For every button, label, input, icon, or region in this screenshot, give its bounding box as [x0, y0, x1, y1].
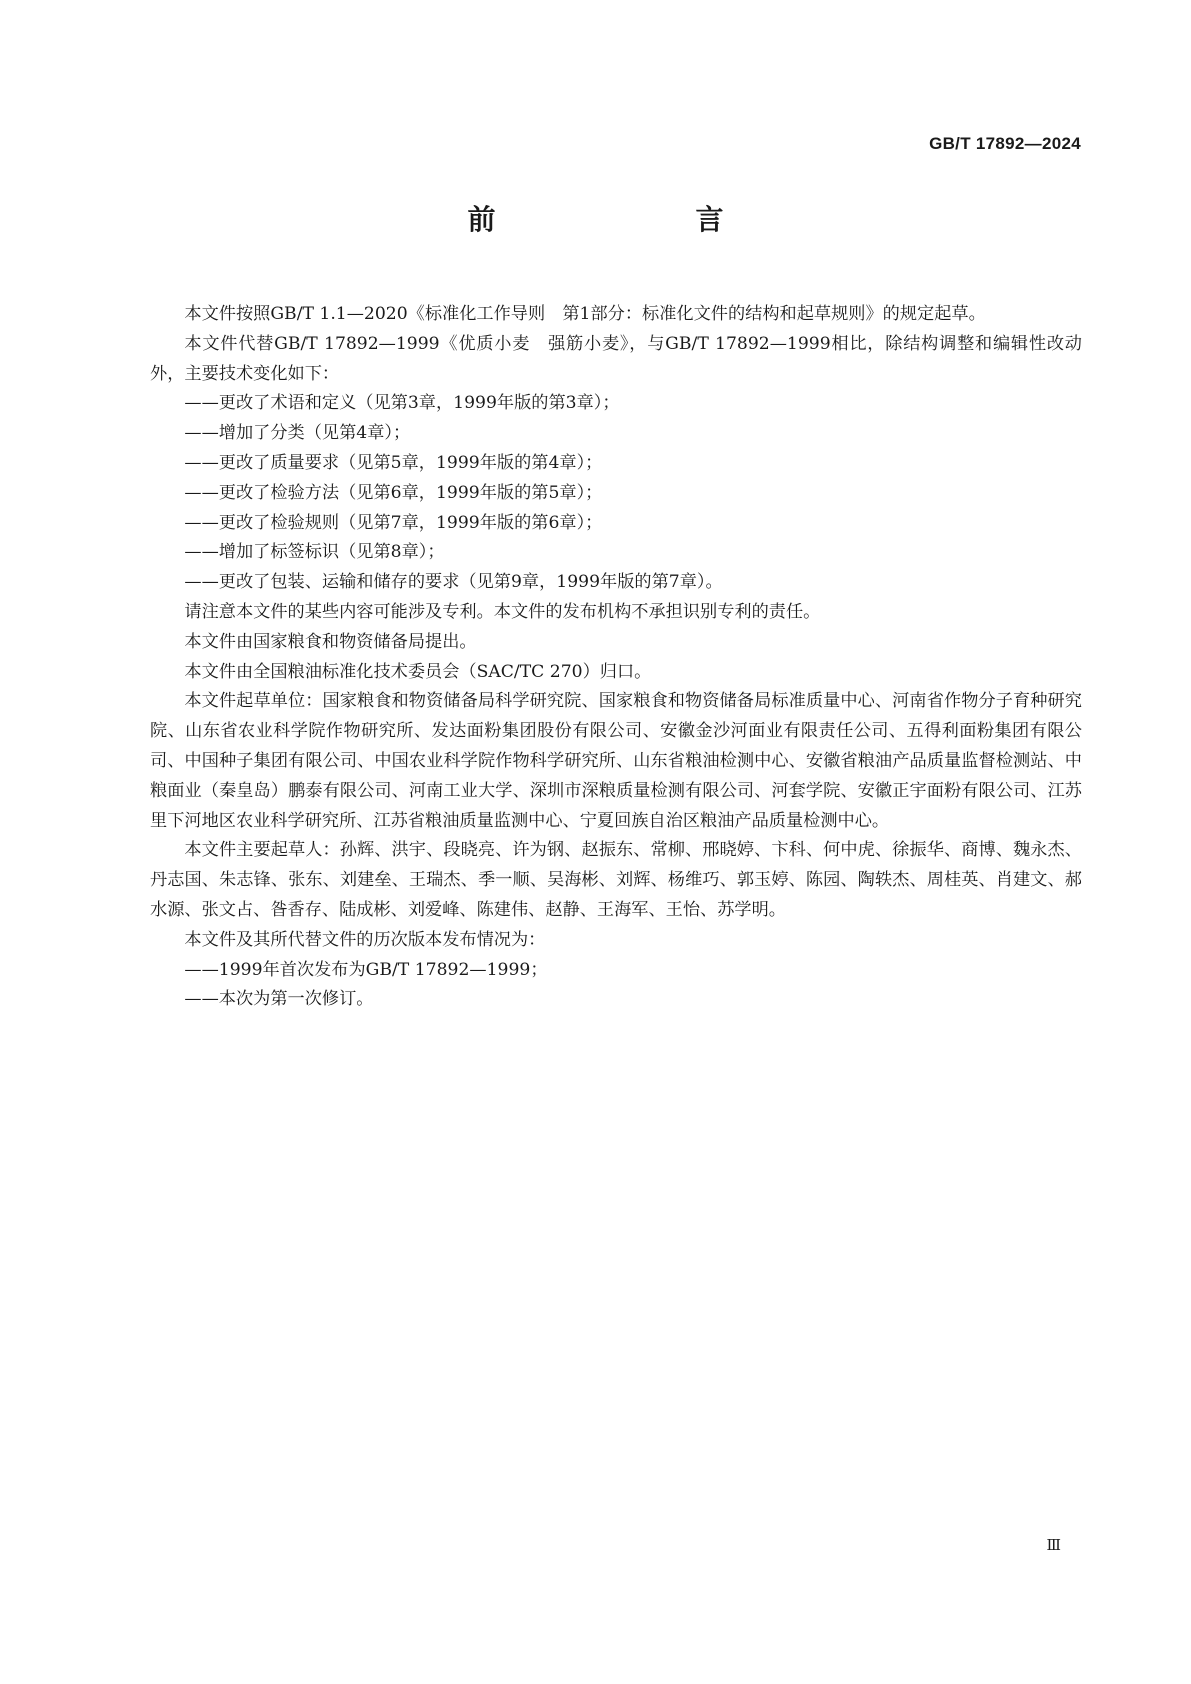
document-code: GB/T 17892—2024 [929, 134, 1081, 153]
page-number: Ⅲ [1046, 1536, 1061, 1554]
change-item: ——更改了术语和定义（见第3章，1999年版的第3章）； [184, 393, 620, 414]
change-item: ——增加了标签标识（见第8章）； [184, 542, 445, 563]
change-item: ——增加了分类（见第4章）； [184, 423, 411, 444]
change-item: ——更改了质量要求（见第5章，1999年版的第4章）； [184, 452, 603, 473]
paragraph-patent-notice: 请注意本文件的某些内容可能涉及专利。本文件的发布机构不承担识别专利的责任。 [184, 601, 821, 622]
document-body [150, 300, 1082, 1015]
paragraph-drafters: 本文件主要起草人：孙辉、洪宇、段晓亮、许为钢、赵振东、常柳、邢晓婷、卞科、何中虎、徐振华、商博、魏永杰、丹志国、朱志锋、张东、刘建垒、王瑞杰、季一顺、吴海彬、刘辉、杨维巧、郭玉婷、陈园、陶轶杰、周桂英、肖建文、郝水源、张文占、昝香存、陆成彬、刘爱峰、陈建伟、赵静、王海军、王怡、苏学明。 [150, 840, 1082, 920]
change-item: ——更改了包装、运输和储存的要求（见第9章，1999年版的第7章）。 [184, 572, 723, 593]
paragraph-proposer: 本文件由国家粮食和物资储备局提出。 [184, 631, 477, 652]
paragraph-drafting-units: 本文件起草单位：国家粮食和物资储备局科学研究院、国家粮食和物资储备局标准质量中心、河南省作物分子育种研究院、山东省农业科学院作物研究所、发达面粉集团股份有限公司、安徽金沙河面业有限责任公司、五得利面粉集团有限公司、中国种子集团有限公司、中国农业科学院作物科学研究所、山东省粮油检测中心、安徽省粮油产品质量监督检测站、中粮面业（秦皇岛）鹏泰有限公司、河南工业大学、深圳市深粮质量检测有限公司、河套学院、安徽正宇面粉有限公司、江苏里下河地区农业科学研究所、江苏省粮油质量监测中心、宁夏回族自治区粮油产品质量检测中心。 [150, 691, 1082, 831]
paragraph-replacement: 本文件代替GB/T 17892—1999《优质小麦 强筋小麦》，与GB/T 17892—1999相比，除结构调整和编辑性改动外，主要技术变化如下： [150, 333, 1082, 384]
change-item: ——更改了检验方法（见第6章，1999年版的第5章）； [184, 482, 603, 503]
paragraph-committee: 本文件由全国粮油标准化技术委员会（SAC/TC 270）归口。 [184, 661, 652, 682]
history-item: ——本次为第一次修订。 [184, 989, 374, 1010]
change-item: ——更改了检验规则（见第7章，1999年版的第6章）； [184, 512, 603, 533]
page-title: 前 言 [467, 203, 772, 236]
paragraph-drafting-rules: 本文件按照GB/T 1.1—2020《标准化工作导则 第1部分：标准化文件的结构和起草规则》的规定起草。 [184, 304, 986, 324]
history-item: ——1999年首次发布为GB/T 17892—1999； [184, 959, 548, 980]
paragraph-version-history: 本文件及其所代替文件的历次版本发布情况为： [184, 929, 546, 950]
